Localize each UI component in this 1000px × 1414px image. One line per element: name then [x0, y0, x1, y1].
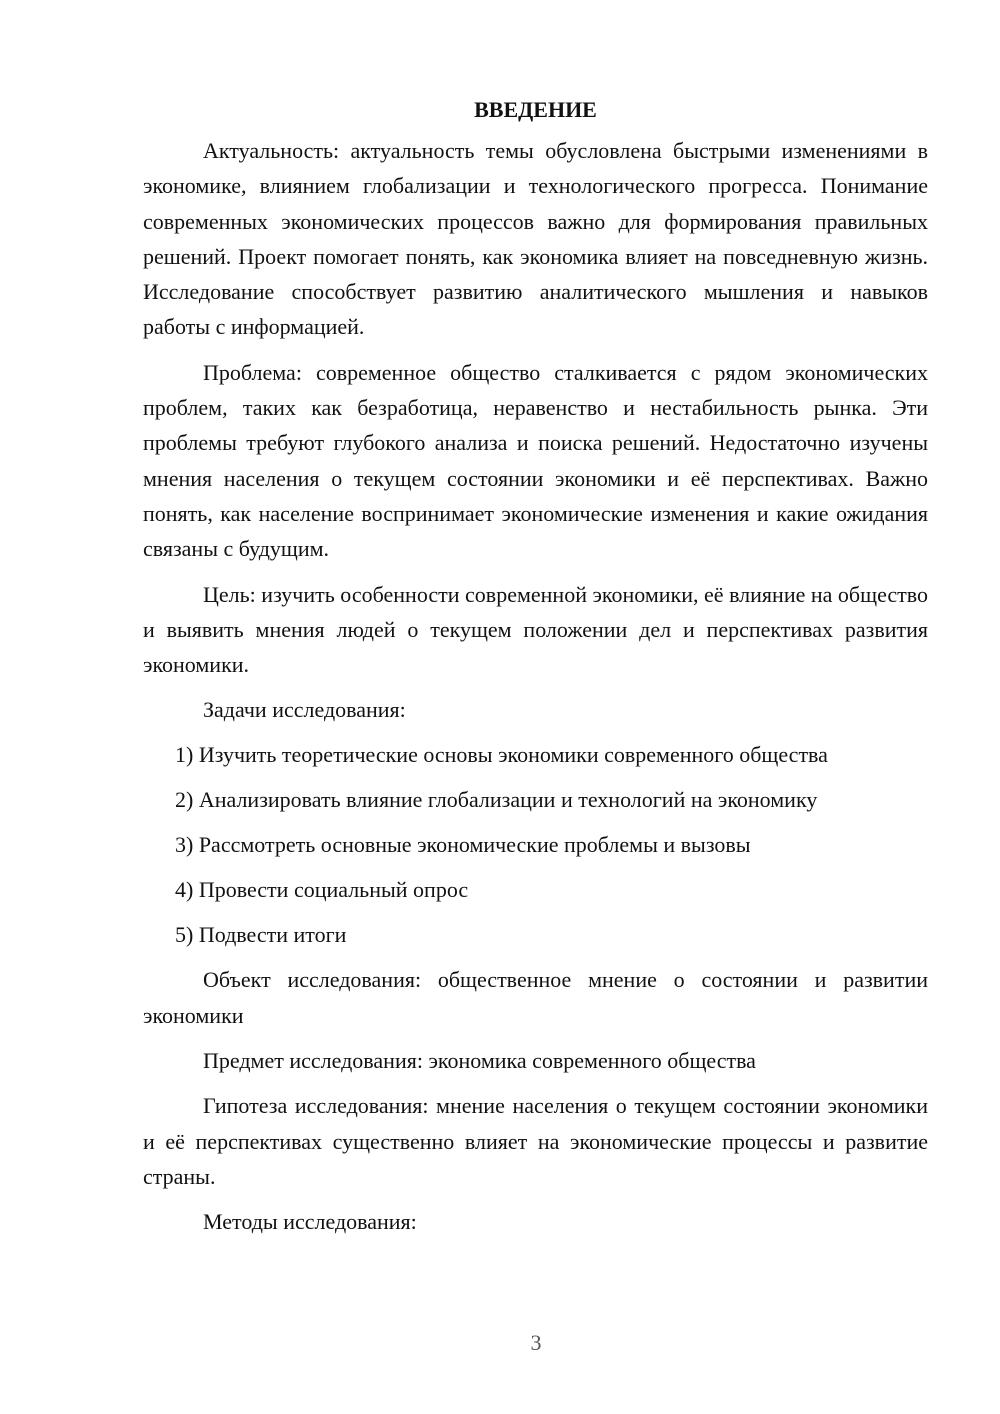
task-item: 1) Изучить теоретические основы экономики современного общества [175, 742, 828, 768]
relevance-paragraph: Актуальность: актуальность темы обусловлена быстрыми изменениями в экономике, влиянием глобализации и технологического прогресса. Понимание современных экономических процессов важно для формирования правильных решений. Проект помогает понять, как экономика влияет на повседневную жизнь. Исследование способствует развитию аналитического мышления и навыков работы с информацией. [143, 138, 928, 340]
goal-paragraph: Цель: изучить особенности современной экономики, её влияние на общество и выявить мнения людей о текущем положении дел и перспективах развития экономики. [143, 581, 928, 678]
document-title: ВВЕДЕНИЕ [474, 97, 597, 122]
page-number: 3 [530, 1330, 542, 1355]
hypothesis-paragraph: Гипотеза исследования: мнение населения о текущем состоянии экономики и её перспективах существенно влияет на экономические процессы и развитие страны. [143, 1093, 928, 1189]
subject-paragraph: Предмет исследования: экономика современного общества [203, 1048, 756, 1074]
task-item: 5) Подвести итоги [175, 922, 347, 948]
tasks-list [143, 737, 928, 952]
tasks-heading: Задачи исследования: [203, 697, 406, 723]
task-item: 4) Провести социальный опрос [175, 877, 469, 903]
methods-heading: Методы исследования: [203, 1209, 417, 1235]
object-paragraph: Объект исследования: общественное мнение о состоянии и развитии экономики [143, 967, 928, 1028]
task-item: 3) Рассмотреть основные экономические проблемы и вызовы [175, 832, 751, 858]
task-item: 2) Анализировать влияние глобализации и технологий на экономику [175, 787, 818, 813]
document-page [143, 92, 928, 1250]
problem-paragraph: Проблема: современное общество сталкивается с рядом экономических проблем, таких как безработица, неравенство и нестабильность рынка. Эти проблемы требуют глубокого анализа и поиска решений. Недостаточно изучены мнения населения о текущем состоянии экономики и её перспективах. Важно понять, как население воспринимает экономические изменения и какие ожидания связаны с будущим. [143, 359, 928, 562]
